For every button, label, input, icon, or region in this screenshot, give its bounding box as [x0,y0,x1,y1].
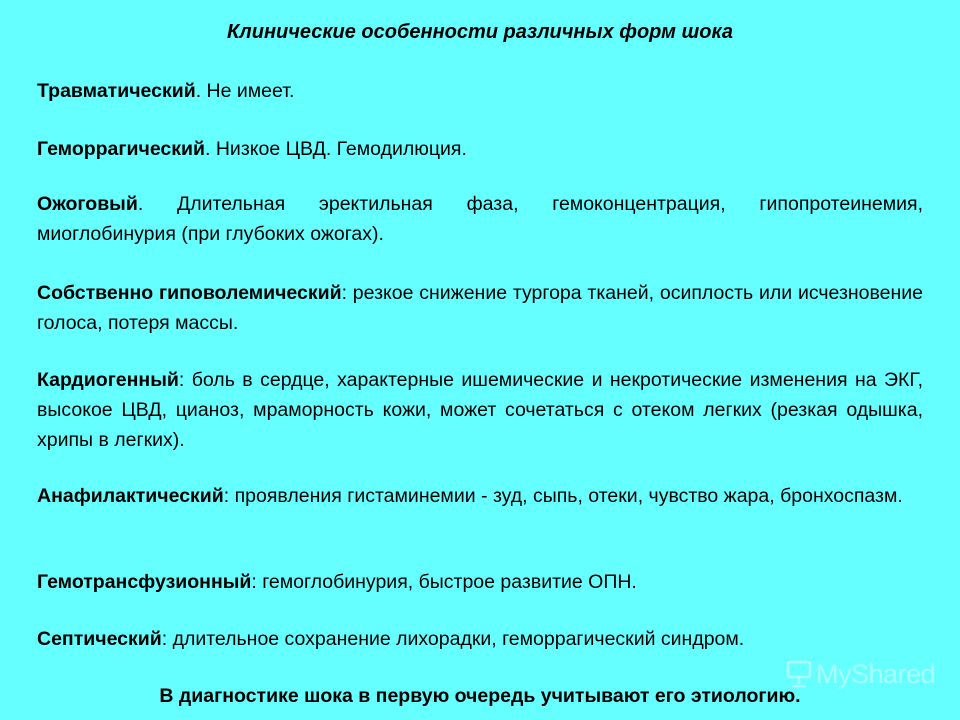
description-septic: длительное сохранение лихорадки, геморрагический синдром. [167,628,745,650]
description-burn: Длительная эректильная фаза, гемоконцентрация, гипопротеинемия, миоглобинурия (при глубоких ожогах). [37,193,923,245]
shock-type-hemorrhagic [37,134,923,164]
shock-type-burn [37,189,923,249]
shock-type-anaphylactic [37,481,923,511]
term-septic: Септический [37,628,162,650]
projector-screen-icon [786,659,812,689]
term-separator: : [251,571,257,593]
term-hemotransfusion: Гемотрансфузионный [37,571,252,593]
conclusion: В диагностике шока в первую очередь учитывают его этиологию. [159,685,801,707]
term-burn: Ожоговый [37,193,138,215]
description-hypovolemic: резкое снижение тургора тканей, осиплость или исчезновение голоса, потеря массы. [37,282,923,334]
term-cardiogenic: Кардиогенный [37,369,179,391]
term-hypovolemic: Собственно гиповолемический [37,282,342,304]
description-hemorrhagic: Низкое ЦВД. Гемодилюция. [210,138,467,160]
term-separator: . [195,80,202,102]
term-separator: : [341,282,348,304]
term-separator: . [137,193,144,215]
shock-type-hypovolemic [37,278,923,338]
term-separator: : [223,485,230,507]
shock-type-septic [37,624,923,654]
term-hemorrhagic: Геморрагический [37,138,205,160]
watermark-text: MyShared [816,658,936,689]
term-anaphylactic: Анафилактический [37,485,224,507]
watermark [786,654,935,694]
description-anaphylactic: проявления гистаминемии - зуд, сыпь, отеки, чувство жара, бронхоспазм. [229,485,903,507]
term-separator: . [205,138,211,160]
shock-type-cardiogenic [37,365,923,455]
description-cardiogenic: боль в сердце, характерные ишемические и некротические изменения на ЭКГ, высокое ЦВД, цианоз, мраморность кожи, может сочетаться с отеком легких (резкая одышка, хрипы в легких). [37,369,923,451]
description-traumatic: Не имеет. [201,80,295,102]
term-separator: : [178,369,185,391]
shock-type-hemotransfusion [37,567,923,597]
page-title: Клинические особенности различных форм шока [227,21,733,43]
slide [37,0,923,720]
shock-type-traumatic [37,76,923,106]
description-hemotransfusion: гемоглобинурия, быстрое развитие ОПН. [256,571,637,593]
term-separator: : [161,628,168,650]
term-traumatic: Травматический [37,80,196,102]
